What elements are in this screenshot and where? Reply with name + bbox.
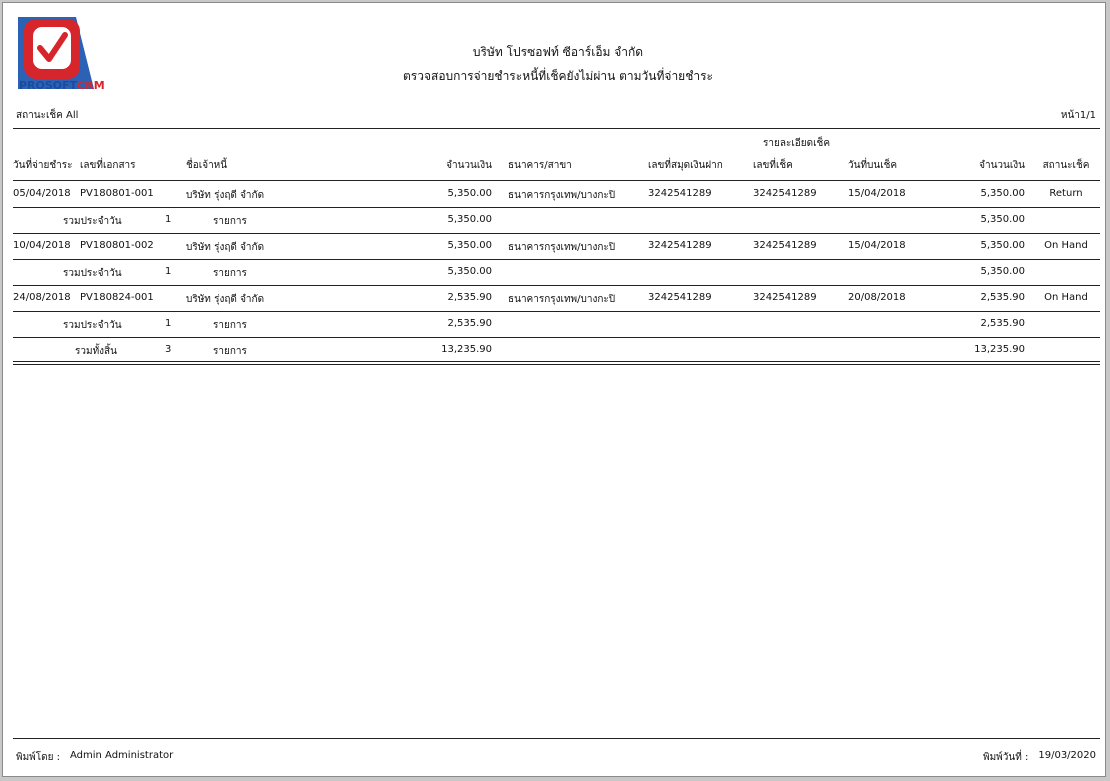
creditor: บริษัท รุ่งฤดี จำกัด xyxy=(186,294,265,305)
total-amount: 13,235.90 xyxy=(441,344,492,355)
total-cheque-amount: 13,235.90 xyxy=(974,344,1025,355)
subtotal-count: 1 xyxy=(165,266,172,277)
col-pay-date: วันที่จ่ายชำระ xyxy=(13,160,73,171)
cheque-status: Return xyxy=(1049,188,1083,199)
prosoft-crm-logo xyxy=(16,13,105,101)
footer-divider xyxy=(13,738,1100,739)
doc-no: PV180824-001 xyxy=(80,292,154,303)
cheque-date: 20/08/2018 xyxy=(848,292,906,303)
cheque-status-filter: สถานะเช็ค All xyxy=(16,110,79,121)
col-cheque-no: เลขที่เช็ค xyxy=(753,160,793,171)
bankbook: 3242541289 xyxy=(648,240,712,251)
subtotal-unit: รายการ xyxy=(213,320,247,331)
divider xyxy=(13,337,1100,338)
bank: ธนาคารกรุงเทพ/บางกะปิ xyxy=(508,294,616,305)
cheque-no: 3242541289 xyxy=(753,188,817,199)
subtotal-label: รวมประจำวัน xyxy=(63,320,122,331)
subtotal-cheque-amount: 5,350.00 xyxy=(980,266,1025,277)
cheque-status: On Hand xyxy=(1044,292,1088,303)
total-count: 3 xyxy=(165,344,172,355)
logo-suffix: CRM xyxy=(77,79,105,92)
total-label: รวมทั้งสิ้น xyxy=(75,346,117,357)
divider xyxy=(13,233,1100,234)
double-rule-bottom xyxy=(13,364,1100,365)
creditor: บริษัท รุ่งฤดี จำกัด xyxy=(186,242,265,253)
divider xyxy=(13,207,1100,208)
printed-by-label: พิมพ์โดย : xyxy=(16,752,61,763)
col-cheque-status: สถานะเช็ค xyxy=(1042,160,1090,171)
amount: 5,350.00 xyxy=(447,240,492,251)
divider xyxy=(13,311,1100,312)
bankbook: 3242541289 xyxy=(648,188,712,199)
logo-brand: PROSOFT xyxy=(19,79,78,92)
divider xyxy=(13,180,1100,181)
cheque-amount: 2,535.90 xyxy=(980,292,1025,303)
bankbook: 3242541289 xyxy=(648,292,712,303)
double-rule-top xyxy=(13,361,1100,362)
cheque-status: On Hand xyxy=(1044,240,1088,251)
pay-date: 05/04/2018 xyxy=(13,188,71,199)
page-number: หน้า1/1 xyxy=(1060,110,1096,121)
bank: ธนาคารกรุงเทพ/บางกะปิ xyxy=(508,242,616,253)
cheque-date: 15/04/2018 xyxy=(848,188,906,199)
bank: ธนาคารกรุงเทพ/บางกะปิ xyxy=(508,190,616,201)
subtotal-amount: 5,350.00 xyxy=(447,266,492,277)
subtotal-cheque-amount: 2,535.90 xyxy=(980,318,1025,329)
printed-date-label: พิมพ์วันที่ : xyxy=(983,752,1029,763)
subtotal-count: 1 xyxy=(165,318,172,329)
divider xyxy=(13,128,1100,129)
pay-date: 10/04/2018 xyxy=(13,240,71,251)
subtotal-label: รวมประจำวัน xyxy=(63,268,122,279)
subtotal-cheque-amount: 5,350.00 xyxy=(980,214,1025,225)
cheque-date: 15/04/2018 xyxy=(848,240,906,251)
company-name: บริษัท โปรซอฟท์ ซีอาร์เอ็ม จำกัด xyxy=(472,45,644,59)
col-cheque-date: วันที่บนเช็ค xyxy=(848,160,898,171)
cheque-detail-group-header: รายละเอียดเช็ค xyxy=(763,138,831,149)
col-doc-no: เลขที่เอกสาร xyxy=(80,160,136,171)
subtotal-unit: รายการ xyxy=(213,268,247,279)
report-page xyxy=(2,2,1106,777)
printed-by: Admin Administrator xyxy=(70,750,174,761)
col-cheque-amount: จำนวนเงิน xyxy=(979,160,1025,171)
col-creditor: ชื่อเจ้าหนี้ xyxy=(186,160,228,171)
subtotal-unit: รายการ xyxy=(213,216,247,227)
cheque-no: 3242541289 xyxy=(753,240,817,251)
cheque-amount: 5,350.00 xyxy=(980,240,1025,251)
amount: 5,350.00 xyxy=(447,188,492,199)
logo-wordmark xyxy=(19,79,105,92)
subtotal-label: รวมประจำวัน xyxy=(63,216,122,227)
col-bankbook: เลขที่สมุดเงินฝาก xyxy=(648,160,723,171)
col-amount: จำนวนเงิน xyxy=(446,160,492,171)
doc-no: PV180801-001 xyxy=(80,188,154,199)
creditor: บริษัท รุ่งฤดี จำกัด xyxy=(186,190,265,201)
report-title: ตรวจสอบการจ่ายชำระหนี้ที่เช็คยังไม่ผ่าน ตามวันที่จ่ายชำระ xyxy=(403,69,713,83)
printed-date: 19/03/2020 xyxy=(1038,750,1096,761)
total-unit: รายการ xyxy=(213,346,247,357)
col-bank: ธนาคาร/สาขา xyxy=(508,160,572,171)
divider xyxy=(13,285,1100,286)
divider xyxy=(13,259,1100,260)
amount: 2,535.90 xyxy=(447,292,492,303)
doc-no: PV180801-002 xyxy=(80,240,154,251)
subtotal-amount: 2,535.90 xyxy=(447,318,492,329)
subtotal-amount: 5,350.00 xyxy=(447,214,492,225)
cheque-no: 3242541289 xyxy=(753,292,817,303)
subtotal-count: 1 xyxy=(165,214,172,225)
pay-date: 24/08/2018 xyxy=(13,292,71,303)
cheque-amount: 5,350.00 xyxy=(980,188,1025,199)
